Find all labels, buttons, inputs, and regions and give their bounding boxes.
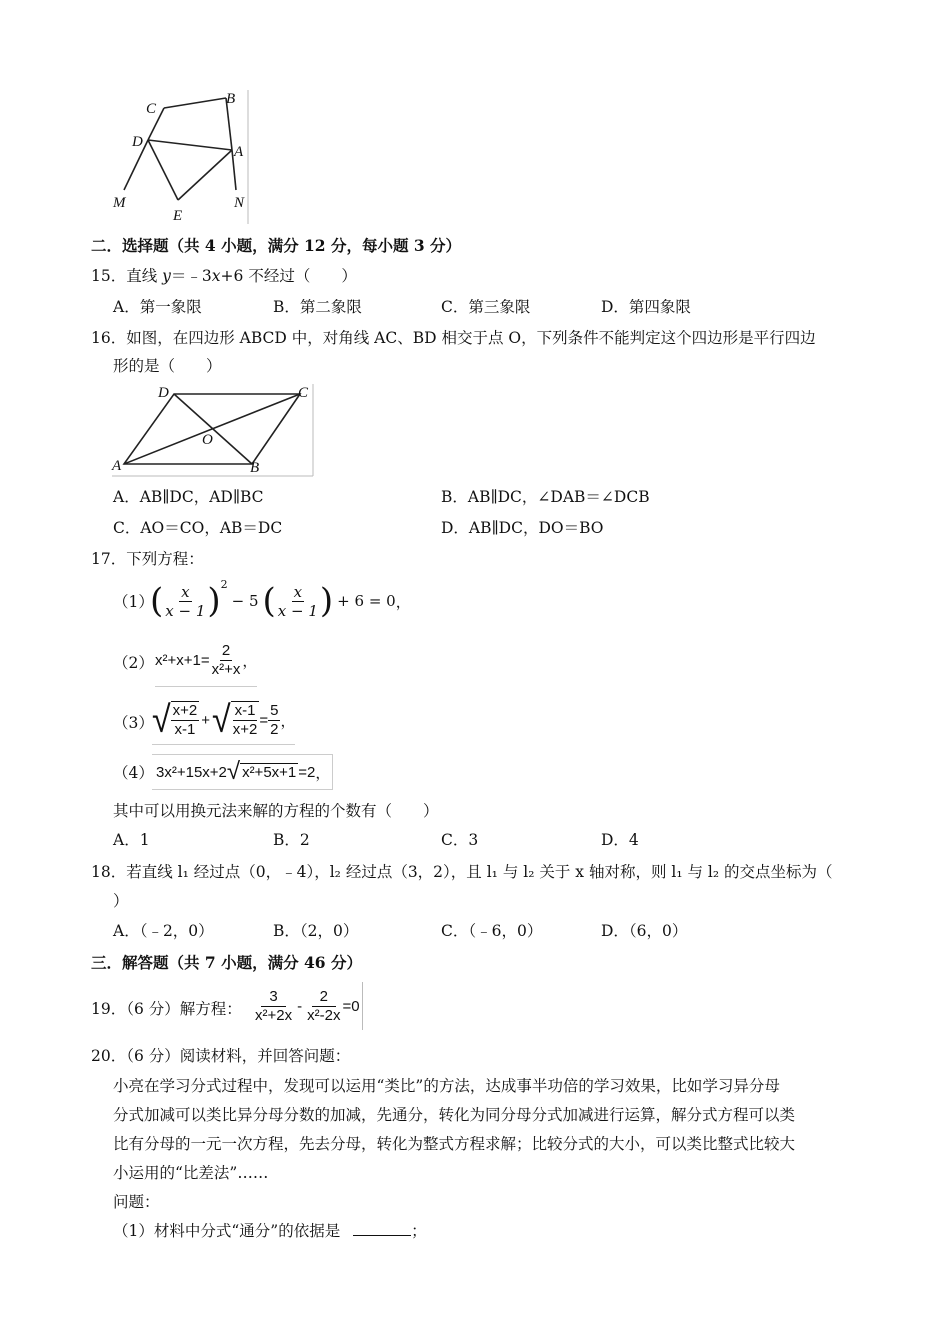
q17-equation-1: ( $\frac{x}{x - 1}$ ) 2 − 5 ( $\frac{x}{x - 1}$ ) + 6 = 0 ， (150, 578, 411, 621)
eq4-lhs: 3x²+15x+2 (156, 763, 227, 781)
eq3-equals: = (259, 711, 269, 729)
q17-equation-4: 3x²+15x+2 √ x²+5x+1 =2 ， (152, 754, 333, 790)
q19-num-2: 2 (312, 988, 336, 1007)
q17-option-d[interactable]: D．4 (601, 831, 639, 849)
eq1-num-1: x (181, 582, 190, 601)
eq1-den-1: x − 1 (165, 601, 206, 620)
q20-sub1-text: （1）材料中分式“通分”的依据是 (113, 1222, 341, 1240)
q16-stem-line2: 形的是（ ） (113, 357, 222, 375)
q20-paragraph-line3: 比有分母的一元一次方程，先去分母，转化为整式方程求解；比较分式的大小，可以类比整式比较大 (113, 1135, 796, 1153)
q18-stem-line2: ） (113, 892, 129, 910)
q16-option-b[interactable]: B．AB∥DC，∠DAB＝∠DCB (441, 488, 650, 506)
eq1-comma: ， (395, 592, 411, 611)
q18-option-b[interactable]: B．（2，0） (273, 922, 359, 940)
eq3-num-1: x+2 (172, 702, 198, 719)
fig14-label-b: B (226, 91, 236, 107)
fig16-label-o: O (202, 432, 213, 448)
eq4-rhs: =2 (298, 763, 316, 781)
q17-option-c[interactable]: C．3 (441, 831, 479, 849)
eq4-radicand: x²+5x+1 (242, 764, 297, 781)
fig14-label-m: M (113, 195, 126, 211)
fig16-label-a: A (112, 458, 122, 474)
eq3-num-2: x-1 (234, 702, 256, 719)
eq1-tail: + 6 = 0 (337, 592, 396, 610)
q18-option-a[interactable]: A．（﹣2，0） (113, 922, 214, 940)
q19-den-2: x²-2x (307, 1006, 341, 1024)
fig16-label-c: C (298, 385, 309, 401)
q16-option-a[interactable]: A．AB∥DC，AD∥BC (113, 488, 264, 506)
eq3-den-2: x+2 (232, 721, 258, 738)
figure-parallelogram-abcd (110, 382, 316, 478)
eq3-plus: + (201, 711, 211, 729)
q15-var-x: x (211, 267, 221, 285)
q19-stem: 19．（6 分）解方程： (91, 1000, 242, 1018)
q20-paragraph-line2: 分式加减可以类比异分母分数的加减，先通分，转化为同分母分式加减进行运算，解分式方程可以类 (113, 1106, 796, 1124)
q17-item-2-label: （2） (113, 654, 154, 672)
q17-stem: 17．下列方程： (91, 550, 204, 568)
q18-stem-line1: 18．若直线 l₁ 经过点（0，﹣4），l₂ 经过点（3，2），且 l₁ 与 l₂ 关于 x 轴对称，则 l₁ 与 l₂ 的交点坐标为（ (91, 863, 833, 881)
eq2-comma: ， (242, 651, 258, 670)
q17-item-3-label: （3） (113, 714, 154, 732)
q16-option-d[interactable]: D．AB∥DC，DO＝BO (441, 519, 604, 537)
fig16-label-b: B (250, 460, 260, 476)
q19-rhs: =0 (342, 997, 360, 1015)
fig14-label-a: A (234, 144, 244, 160)
q20-sub1-end: ； (411, 1222, 427, 1240)
eq3-den-1: x-1 (174, 721, 196, 738)
q19-minus: - (297, 997, 303, 1015)
q17-option-b[interactable]: B．2 (273, 831, 310, 849)
eq2-num: 2 (221, 641, 231, 659)
eq1-minus-5: − 5 (231, 592, 259, 610)
q15-option-d[interactable]: D．第四象限 (601, 298, 691, 316)
fig14-label-c: C (146, 101, 157, 117)
q19-equation (253, 982, 363, 1030)
q17-item-1-label: （1） (113, 593, 154, 611)
eq4-comma: ， (315, 763, 331, 782)
q17-option-a[interactable]: A．1 (113, 831, 150, 849)
q20-paragraph-line4: 小运用的“比差法”…… (113, 1164, 269, 1182)
q18-option-d[interactable]: D．（6，0） (601, 922, 688, 940)
q15-option-a[interactable]: A．第一象限 (113, 298, 202, 316)
fig14-label-d: D (132, 134, 143, 150)
eq1-den-2: x − 1 (277, 601, 318, 620)
eq3-den-3: 2 (270, 720, 279, 738)
eq2-lhs: x²+x+1= (155, 651, 210, 669)
q17-question: 其中可以用换元法来解的方程的个数有（ ） (113, 802, 439, 820)
q17-equation-3: √ $\frac{x+2}{x-1}$ + √ $\frac{x-1}{x+2}$ = $\frac{5}{2}$ ， (152, 696, 295, 745)
q20-stem: 20．（6 分）阅读材料，并回答问题： (91, 1047, 351, 1065)
q20-sub-question-1 (113, 1221, 427, 1241)
q20-sub1-answer-blank[interactable] (353, 1221, 411, 1236)
eq3-comma: ， (280, 711, 296, 730)
q20-paragraph-line1: 小亮在学习分式过程中，发现可以运用“类比”的方法，达成事半功倍的学习效果，比如学习异分母 (113, 1077, 780, 1095)
eq3-num-3: 5 (270, 701, 279, 719)
eq1-num-2: x (293, 582, 303, 601)
q15-stem (91, 266, 357, 286)
figure-quadrilateral-abcd-mn (108, 86, 253, 228)
section-title-choice: 二．选择题（共 4 小题，满分 12 分，每小题 3 分） (91, 236, 462, 255)
q19-num-1: 3 (261, 988, 285, 1007)
q19-den-1: x²+2x (255, 1006, 293, 1024)
q20-question-label: 问题： (113, 1193, 160, 1211)
eq2-den: x²+x (211, 660, 241, 678)
q16-option-c[interactable]: C．AO＝CO，AB＝DC (113, 519, 283, 537)
q18-option-c[interactable]: C．（﹣6，0） (441, 922, 543, 940)
q17-equation-2 (155, 634, 257, 687)
q15-option-c[interactable]: C．第三象限 (441, 298, 531, 316)
section-title-answer: 三．解答题（共 7 小题，满分 46 分） (91, 953, 362, 972)
q15-option-b[interactable]: B．第二象限 (273, 298, 362, 316)
eq1-exponent: 2 (220, 578, 228, 591)
q15-stem-mid: ＝﹣3 (170, 267, 212, 285)
fig14-label-n: N (234, 195, 245, 211)
q15-stem-pre: 15．直线 (91, 267, 163, 285)
q15-stem-post: +6 不经过（ ） (220, 267, 357, 285)
q15-var-y: y (162, 267, 171, 285)
q17-item-4-label: （4） (113, 764, 154, 782)
fig14-label-e: E (173, 208, 183, 224)
fig16-label-d: D (158, 385, 169, 401)
q16-stem-line1: 16．如图，在四边形 ABCD 中，对角线 AC、BD 相交于点 O，下列条件不能判定这个四边形是平行四边 (91, 329, 816, 347)
